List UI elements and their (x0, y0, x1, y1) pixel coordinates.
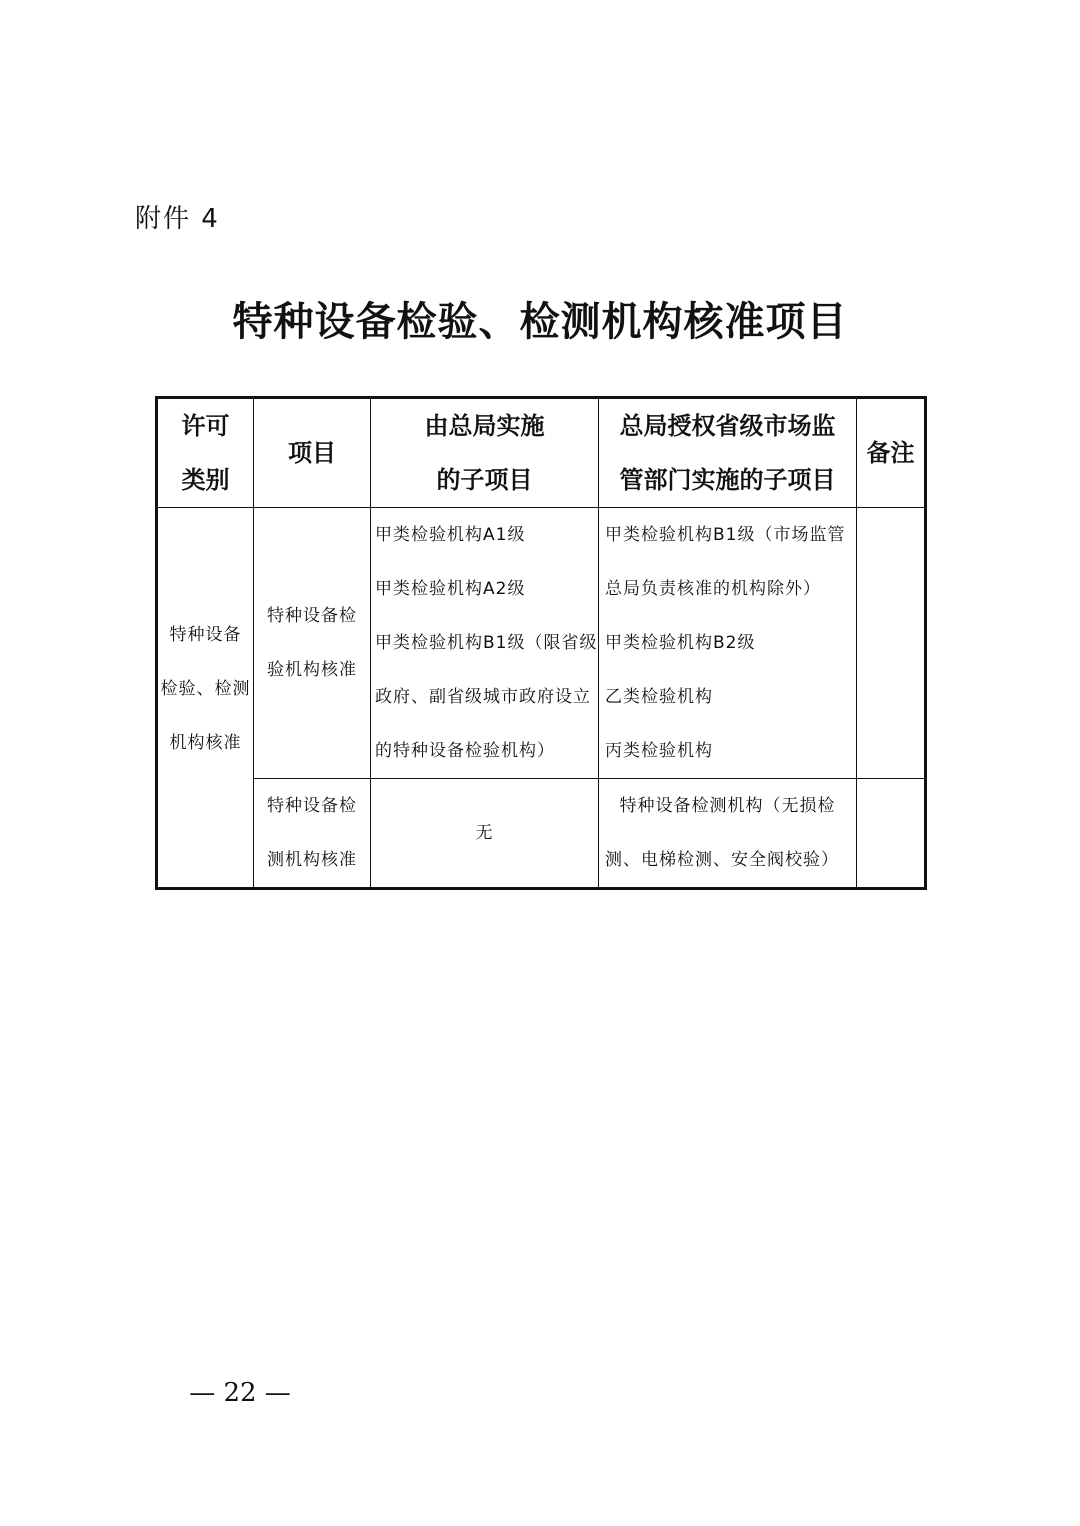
provincial-sub-item: 总局负责核准的机构除外） (605, 579, 821, 599)
provincial-sub-item: 甲类检验机构B1级（市场监管 (605, 525, 846, 545)
table-row (157, 508, 926, 779)
hq-sub-items-cell (371, 508, 599, 779)
category-line: 检验、检测 (160, 679, 251, 699)
table-header-row (157, 398, 926, 508)
category-cell (157, 508, 254, 889)
provincial-sub-item: 丙类检验机构 (605, 741, 713, 761)
category-line: 特种设备 (169, 625, 242, 645)
provincial-sub-items-cell (599, 508, 857, 779)
header-remarks: 备注 (857, 398, 926, 508)
header-hq-line: 的子项目 (436, 465, 533, 494)
hq-sub-item: 甲类检验机构A2级 (375, 579, 526, 599)
header-item: 项目 (254, 398, 371, 508)
provincial-sub-item: 测、电梯检测、安全阀校验） (605, 850, 839, 870)
item-line: 测机构核准 (267, 850, 357, 870)
header-hq-sub-items (371, 398, 599, 508)
document-title: 特种设备检验、检测机构核准项目 (232, 298, 848, 345)
item-cell (254, 508, 371, 779)
hq-sub-items-cell (371, 779, 599, 889)
header-provincial-line: 总局授权省级市场监 (619, 411, 836, 440)
item-line: 特种设备检 (267, 606, 357, 626)
header-category-line: 类别 (181, 465, 230, 494)
hq-sub-item: 无 (475, 823, 494, 843)
remarks-cell (857, 779, 926, 889)
provincial-sub-items-cell (599, 779, 857, 889)
hq-sub-item: 甲类检验机构A1级 (375, 525, 526, 545)
header-provincial-line: 管部门实施的子项目 (619, 465, 836, 494)
hq-sub-item: 政府、副省级城市政府设立 (375, 687, 591, 707)
hq-sub-item: 的特种设备检验机构） (375, 741, 555, 761)
remarks-cell (857, 508, 926, 779)
hq-sub-item: 甲类检验机构B1级（限省级 (375, 633, 598, 653)
page-number: — 22 — (189, 1378, 291, 1408)
header-hq-line: 由总局实施 (424, 411, 545, 440)
provincial-sub-item: 特种设备检测机构（无损检 (619, 796, 836, 816)
category-line: 机构核准 (169, 733, 242, 753)
item-line: 验机构核准 (267, 660, 357, 680)
approval-items-table (155, 396, 927, 890)
attachment-label: 附件 4 (135, 204, 220, 234)
table-row (157, 779, 926, 889)
header-provincial-sub-items (599, 398, 857, 508)
provincial-sub-item: 乙类检验机构 (605, 687, 713, 707)
header-category-line: 许可 (181, 411, 230, 440)
header-category (157, 398, 254, 508)
item-line: 特种设备检 (267, 796, 357, 816)
item-cell (254, 779, 371, 889)
provincial-sub-item: 甲类检验机构B2级 (605, 633, 756, 653)
